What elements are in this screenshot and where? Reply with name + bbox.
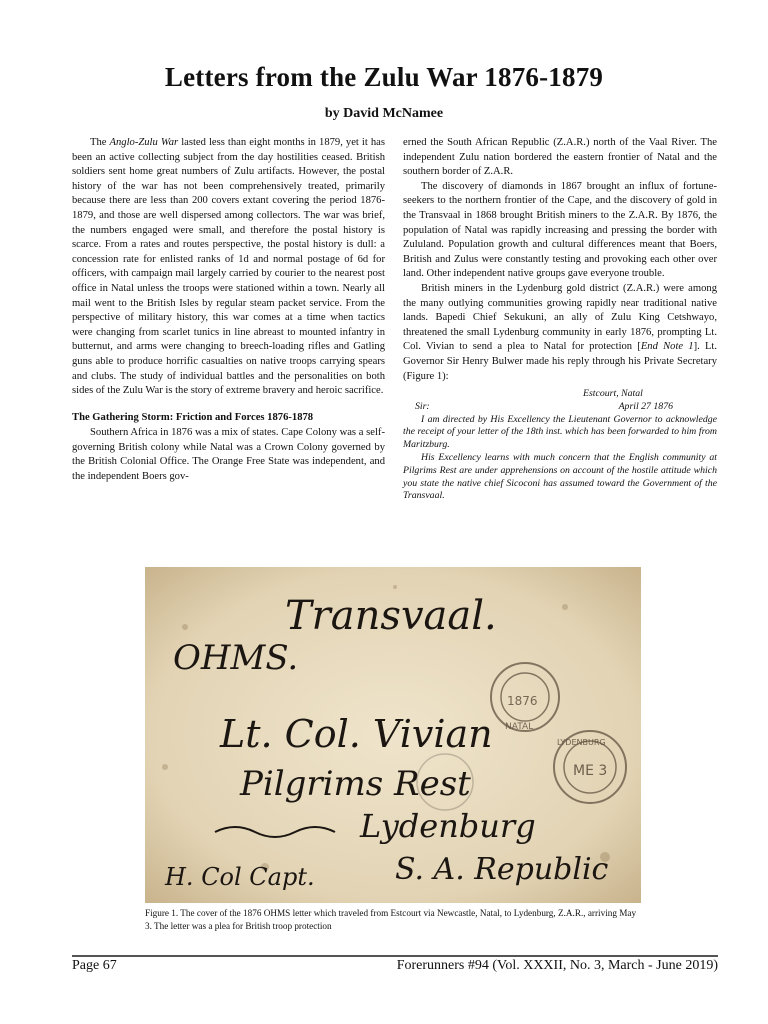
lydenburg-text-b: ]. Lt. Governor Sir Henry Bulwer made his reply through his Private Secretary (Figure 1): [403, 341, 718, 382]
letter-paragraph-1: I am directed by His Excellency the Lieutenant Governor to acknowledge the receipt of your letter of the 18th inst. which has been forwarded to him from Maritzburg. [403, 413, 717, 451]
handwriting-line: Lydenburg [360, 807, 536, 845]
left-column [72, 136, 385, 485]
figure-caption: Figure 1. The cover of the 1876 OHMS letter which traveled from Estcourt via Newcastle, Natal, to Lydenburg, Z.A.R., arriving May 3. The letter was a plea for British troop protection [145, 908, 637, 931]
envelope-drawing [145, 567, 641, 903]
end-note-ref: End Note 1 [640, 341, 694, 353]
publication-footer: Forerunners #94 (Vol. XXXII, No. 3, March - June 2019) [396, 958, 718, 973]
intro-prefix: The [90, 137, 110, 148]
letter-place: Estcourt, Natal [583, 388, 643, 400]
envelope-photo [145, 567, 641, 903]
article-byline: by David McNamee [324, 106, 444, 121]
lydenburg-paragraph [403, 282, 717, 384]
postmark-natal-name: NATAL [505, 722, 534, 732]
letter-header-row [403, 401, 717, 414]
postmark-natal-date: 1876 [507, 694, 538, 708]
postmark-lydenburg-name: LYDENBURG [557, 738, 606, 747]
right-column [403, 136, 717, 503]
intro-body: lasted less than eight months in 1879, yet it has been an active collecting subject from the day hostilities ceased. British soldiers sent home great numbers of Zulu artifacts. However, the postal history of the war has not been comprehensively treated, primarily because there are less than 200 covers extant covering the period 1876-1879, and those are well dispersed among collectors. The war was brief, the numbers engaged were small, and therefore the postal history is scarce. From a rates and routes perspective, the postal history is dull: a concession rate for enlisted ranks of 1d and normal postage of 6d for officers, with campaign mail largely carried by courier to the nearest post office in Natal unless the troops were stationed within a town. Nearly all mail went to the British Isles by regular steam packet service. From the perspective of military history, this war comes at a time when tactics were changing from scarlet tunics in line abreast to mounted infantry in butternut, and arms were changing to breech-loading rifles and Gatling guns able to produce horrific casualties on native troops carrying spears and clubs. The study of individual battles and the personalities on both sides of the Zulu War is the story of extreme bravery and heroic sacrifice. [72, 137, 385, 397]
lydenburg-text-a: British miners in the Lydenburg gold district (Z.A.R.) were among the many outlying communities growing rapidly near traditional native lands. Bapedi Chief Sekukuni, an ally of Zulu King Cetshwayo, threatened the small Lydenburg community in early 1876, prompting Lt. Col. Vivian to send a plea to Natal for protection [ [403, 282, 717, 353]
quoted-letter [403, 388, 717, 503]
continued-paragraph: erned the South African Republic (Z.A.R.) north of the Vaal River. The independent Zulu nation bordered the eastern frontier of Natal and the southern border of Z.A.R. [403, 137, 717, 178]
handwriting-line: Lt. Col. Vivian [220, 712, 493, 756]
diamonds-paragraph: The discovery of diamonds in 1867 brought an influx of fortune-seekers to the northern frontier of the Cape, and the discovery of gold in the Transvaal in 1868 brought British miners to the Z.A.R. By 1876, the population of Natal was rapidly increasing and pressing the border with Zululand. Population growth and cultural differences meant that Boers, British and Zulus were constantly testing and provoking each other over land. Other independent native groups gave everyone trouble. [403, 180, 717, 280]
article-title: Letters from the Zulu War 1876-1879 [164, 62, 604, 92]
footer-rule [72, 955, 718, 957]
handwriting-line: S. A. Republic [395, 852, 609, 887]
letter-paragraph-2: His Excellency learns with much concern that the English community at Pilgrims Rest are under apprehensions on account of the hostile attitude which you state the native chief Sicoconi has assumed toward the Government of the Transvaal. [403, 452, 717, 502]
handwriting-line: OHMS. [173, 638, 299, 678]
handwriting-line: Pilgrims Rest [240, 764, 471, 804]
handwriting-line: Transvaal. [285, 593, 497, 639]
handwriting-line: H. Col Capt. [165, 863, 315, 891]
section-paragraph: Southern Africa in 1876 was a mix of states. Cape Colony was a self-governing British colony while Natal was a Crown Colony governed by the British Colonial Office. The Orange Free State was independent, and the independent Boers gov- [72, 427, 385, 483]
postmark-lydenburg-date: ME 3 [573, 763, 608, 779]
letter-date: April 27 1876 [618, 400, 673, 412]
letter-salutation: Sir: [415, 400, 430, 412]
page-number: Page 67 [72, 958, 117, 973]
war-name: Anglo-Zulu War [109, 137, 179, 148]
intro-paragraph [72, 136, 385, 399]
section-heading: The Gathering Storm: Friction and Forces 1876-1878 [72, 411, 314, 423]
